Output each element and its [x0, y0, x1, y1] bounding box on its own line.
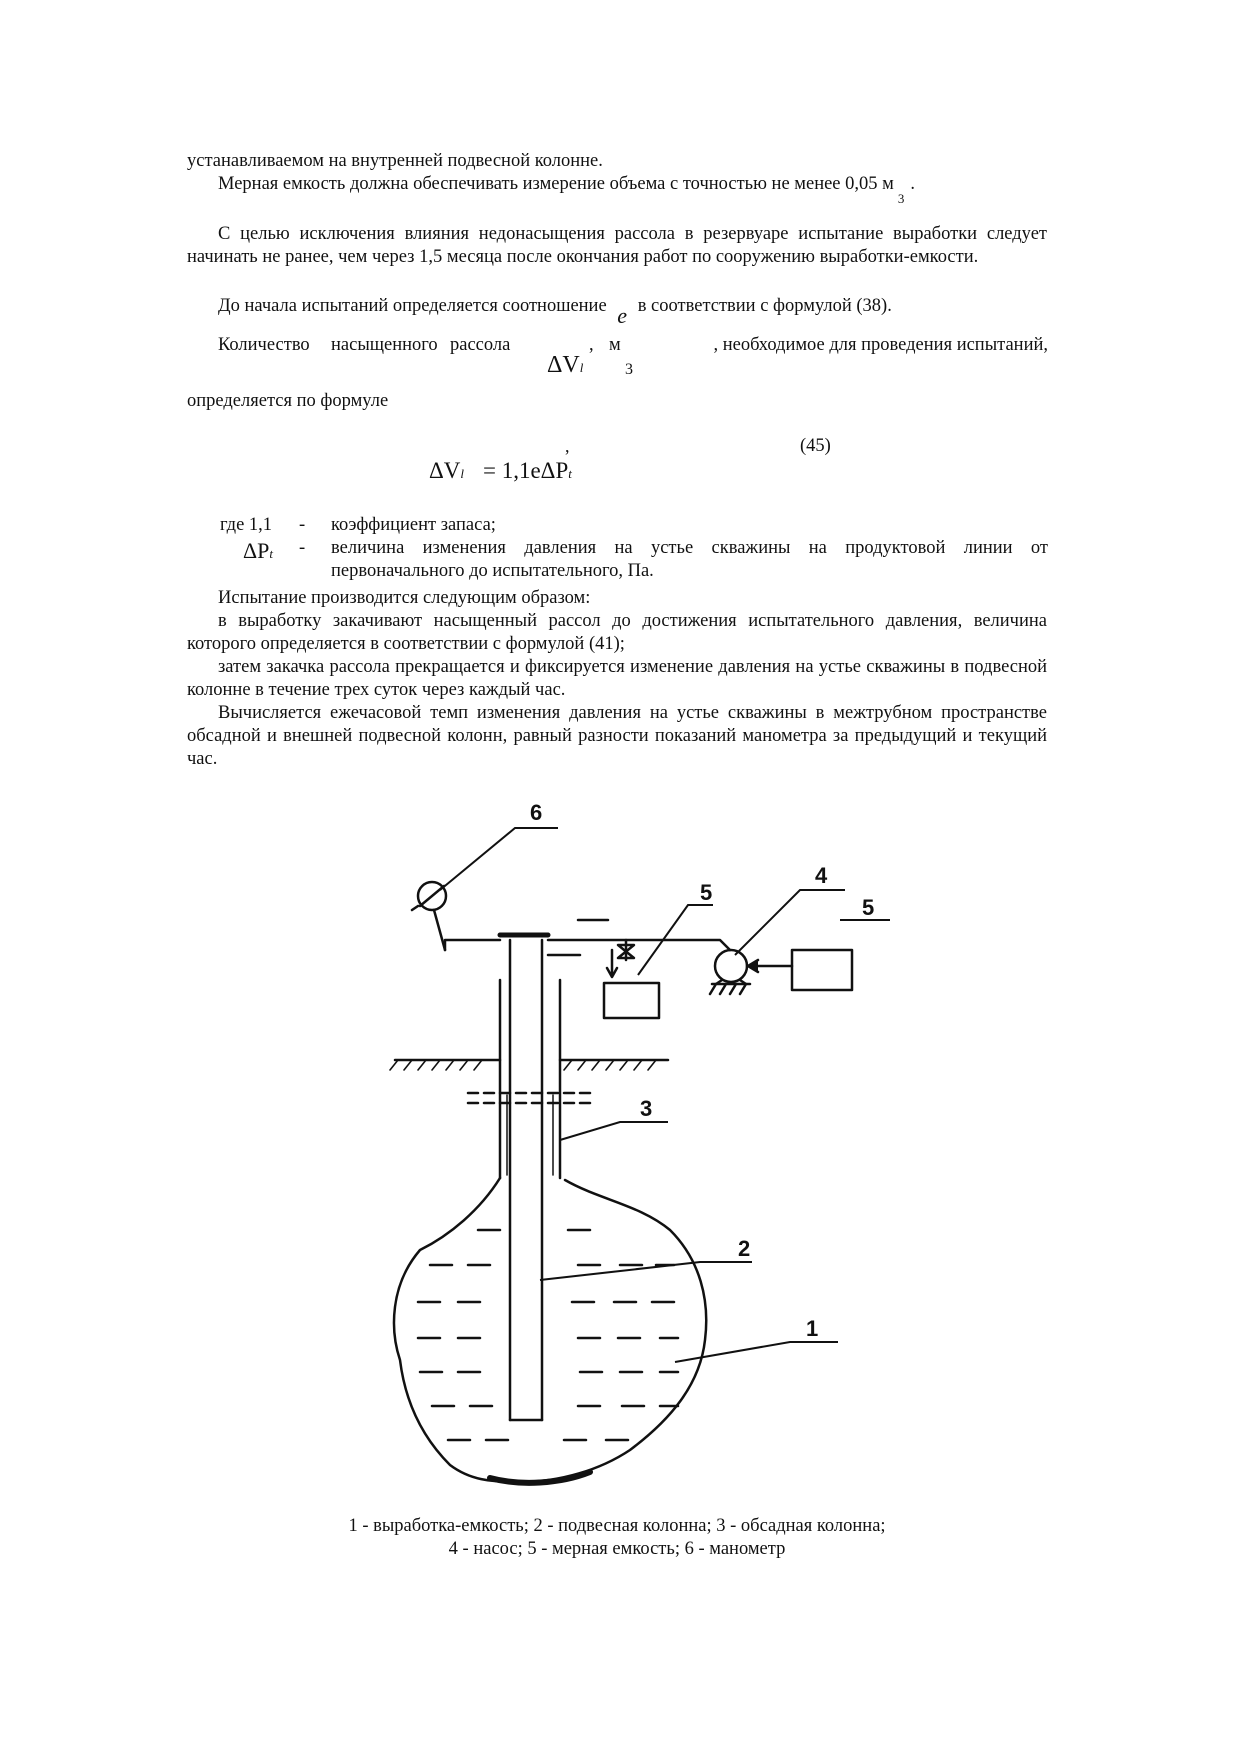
- pump: [715, 950, 747, 982]
- ground-hatch: [390, 1060, 656, 1070]
- paragraph-3: С целью исключения влияния недонасыщения рассола в резервуаре испытание выработки следует начинать не ранее, чем через 1,5 месяца после окончания работ по сооружению выработки-емкости.: [187, 224, 1047, 267]
- leader-2: [540, 1262, 752, 1280]
- paragraph-10: Вычисляется ежечасовой темп изменения давления на устье скважины в межтрубном пространстве обсадной и внешней подвесной колонн, равный разности показаний манометра за предыдущий и текущий час.: [187, 703, 1047, 769]
- label-5-right: 5: [862, 895, 875, 920]
- delta-v-sub: l: [579, 360, 584, 375]
- paragraph-6: определяется по формуле: [187, 391, 389, 411]
- where-row-1-dash: -: [299, 515, 306, 535]
- paragraph-5-unit: м: [609, 335, 621, 355]
- formula-rhs-main: = 1,1eΔP: [483, 458, 569, 483]
- where-row-2-dash: -: [299, 538, 306, 558]
- pump-base: [710, 984, 750, 994]
- leader-4: [735, 890, 845, 955]
- delta-v-main: ΔV: [547, 352, 580, 378]
- paragraph-4-a: До начала испытаний определяется соотношение: [218, 296, 607, 316]
- suction-arrow: [748, 960, 758, 972]
- label-2: 2: [738, 1236, 751, 1261]
- leader-6: [440, 828, 558, 890]
- paragraph-5-d: , необходимое для проведения испытаний,: [713, 335, 1048, 355]
- paragraph-5-c: рассола: [450, 335, 511, 355]
- pump-line: [548, 940, 730, 950]
- figure-caption-line-1: 1 - выработка-емкость; 2 - подвесная колонна; 3 - обсадная колонна;: [348, 1516, 886, 1536]
- measuring-tank-right: [792, 950, 852, 990]
- where-row-2-symbol-main: ΔP: [243, 538, 270, 563]
- formula-comma: ,: [565, 436, 570, 456]
- ratio-e-symbol: e: [617, 303, 628, 328]
- paragraph-5-comma: ,: [589, 335, 594, 355]
- paragraph-2-text: Мерная емкость должна обеспечивать измерение объема с точностью не менее 0,05 м: [218, 174, 894, 194]
- where-row-2-symbol-sub: t: [269, 546, 274, 561]
- label-1: 1: [806, 1316, 819, 1341]
- label-5-left: 5: [700, 880, 713, 905]
- formula-rhs-sub: t: [568, 466, 572, 481]
- formula-lhs-sub: l: [460, 466, 465, 481]
- label-6: 6: [530, 800, 543, 825]
- brine-level-dashes: [418, 1230, 678, 1440]
- manometer-pipe: [434, 910, 445, 950]
- leader-1: [675, 1342, 838, 1362]
- manometer-stub: [412, 906, 418, 910]
- paragraph-9: затем закачка рассола прекращается и фиксируется изменение давления на устье скважины в подвесной колонне в течение трех суток через каждый час.: [187, 657, 1047, 700]
- leader-3: [560, 1122, 668, 1140]
- paragraph-4-b: в соответствии с формулой (38).: [637, 296, 892, 316]
- where-row-2-text: величина изменения давления на устье скважины на продуктовой линии от первоначального до испытательного, Па.: [331, 538, 1048, 581]
- where-row-1-text: коэффициент запаса;: [331, 515, 496, 535]
- valve-down-arrow: [607, 950, 617, 977]
- formula-lhs-main: ΔV: [429, 458, 461, 483]
- unit-superscript: 3: [897, 191, 905, 206]
- paragraph-5-b: насыщенного: [331, 335, 438, 355]
- measuring-tank-left: [604, 983, 659, 1018]
- paragraph-7: Испытание производится следующим образом:: [218, 588, 591, 608]
- paragraph-1: устанавливаемом на внутренней подвесной колонне.: [187, 151, 603, 171]
- where-row-1-label: где 1,1: [220, 515, 273, 535]
- paragraph-5-unit-sup: 3: [625, 361, 633, 378]
- cavern-outline: [394, 1178, 706, 1482]
- label-3: 3: [640, 1096, 653, 1121]
- label-4: 4: [815, 863, 828, 888]
- flange: [468, 1093, 595, 1103]
- figure-caption-line-2: 4 - насос; 5 - мерная емкость; 6 - манометр: [448, 1539, 786, 1559]
- paragraph-2-end: .: [910, 174, 915, 194]
- product-pipeline: [445, 940, 500, 950]
- paragraph-5-a: Количество: [218, 335, 310, 355]
- paragraph-8: в выработку закачивают насыщенный рассол до достижения испытательного давления, величина которого определяется в соответствии с формулой (41);: [187, 611, 1047, 654]
- formula-number: (45): [800, 436, 831, 456]
